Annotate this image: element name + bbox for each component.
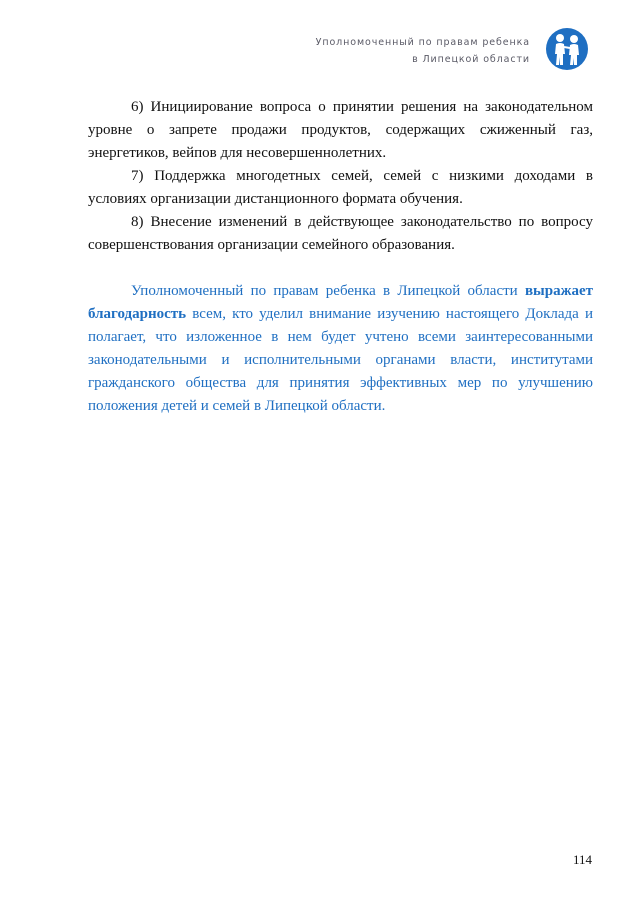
header-line-1: Уполномоченный по правам ребенка — [315, 37, 530, 48]
conclusion-text-start: Уполномоченный по правам ребенка в Липецкой области — [131, 283, 525, 299]
list-item: 6) Инициирование вопроса о принятии решения на законодательном уровне о запрете продажи продуктов, содержащих сжиженный газ, энергетиков, вейпов для несовершеннолетних. — [88, 99, 593, 161]
document-body — [88, 96, 593, 418]
running-header — [316, 34, 530, 68]
conclusion-bold: выражает благодарность — [88, 283, 593, 322]
children-silhouette-logo-icon — [545, 27, 589, 71]
page-number: 114 — [572, 852, 592, 867]
conclusion-text-end: всем, кто уделил внимание изучению настоящего Доклада и полагает, что изложенное в нем будет учтено всеми заинтересованными законодательными и исполнительными органами власти, институтами гражданского общества для принятия эффективных мер по улучшению положения детей и семей в Липецкой области. — [88, 306, 593, 414]
list-item: 7) Поддержка многодетных семей, семей с низкими доходами в условиях организации дистанционного формата обучения. — [88, 168, 593, 207]
header-line-2: в Липецкой области — [412, 54, 530, 65]
list-item: 8) Внесение изменений в действующее законодательство по вопросу совершенствования организации семейного образования. — [88, 214, 593, 253]
conclusion-paragraph — [88, 280, 593, 418]
